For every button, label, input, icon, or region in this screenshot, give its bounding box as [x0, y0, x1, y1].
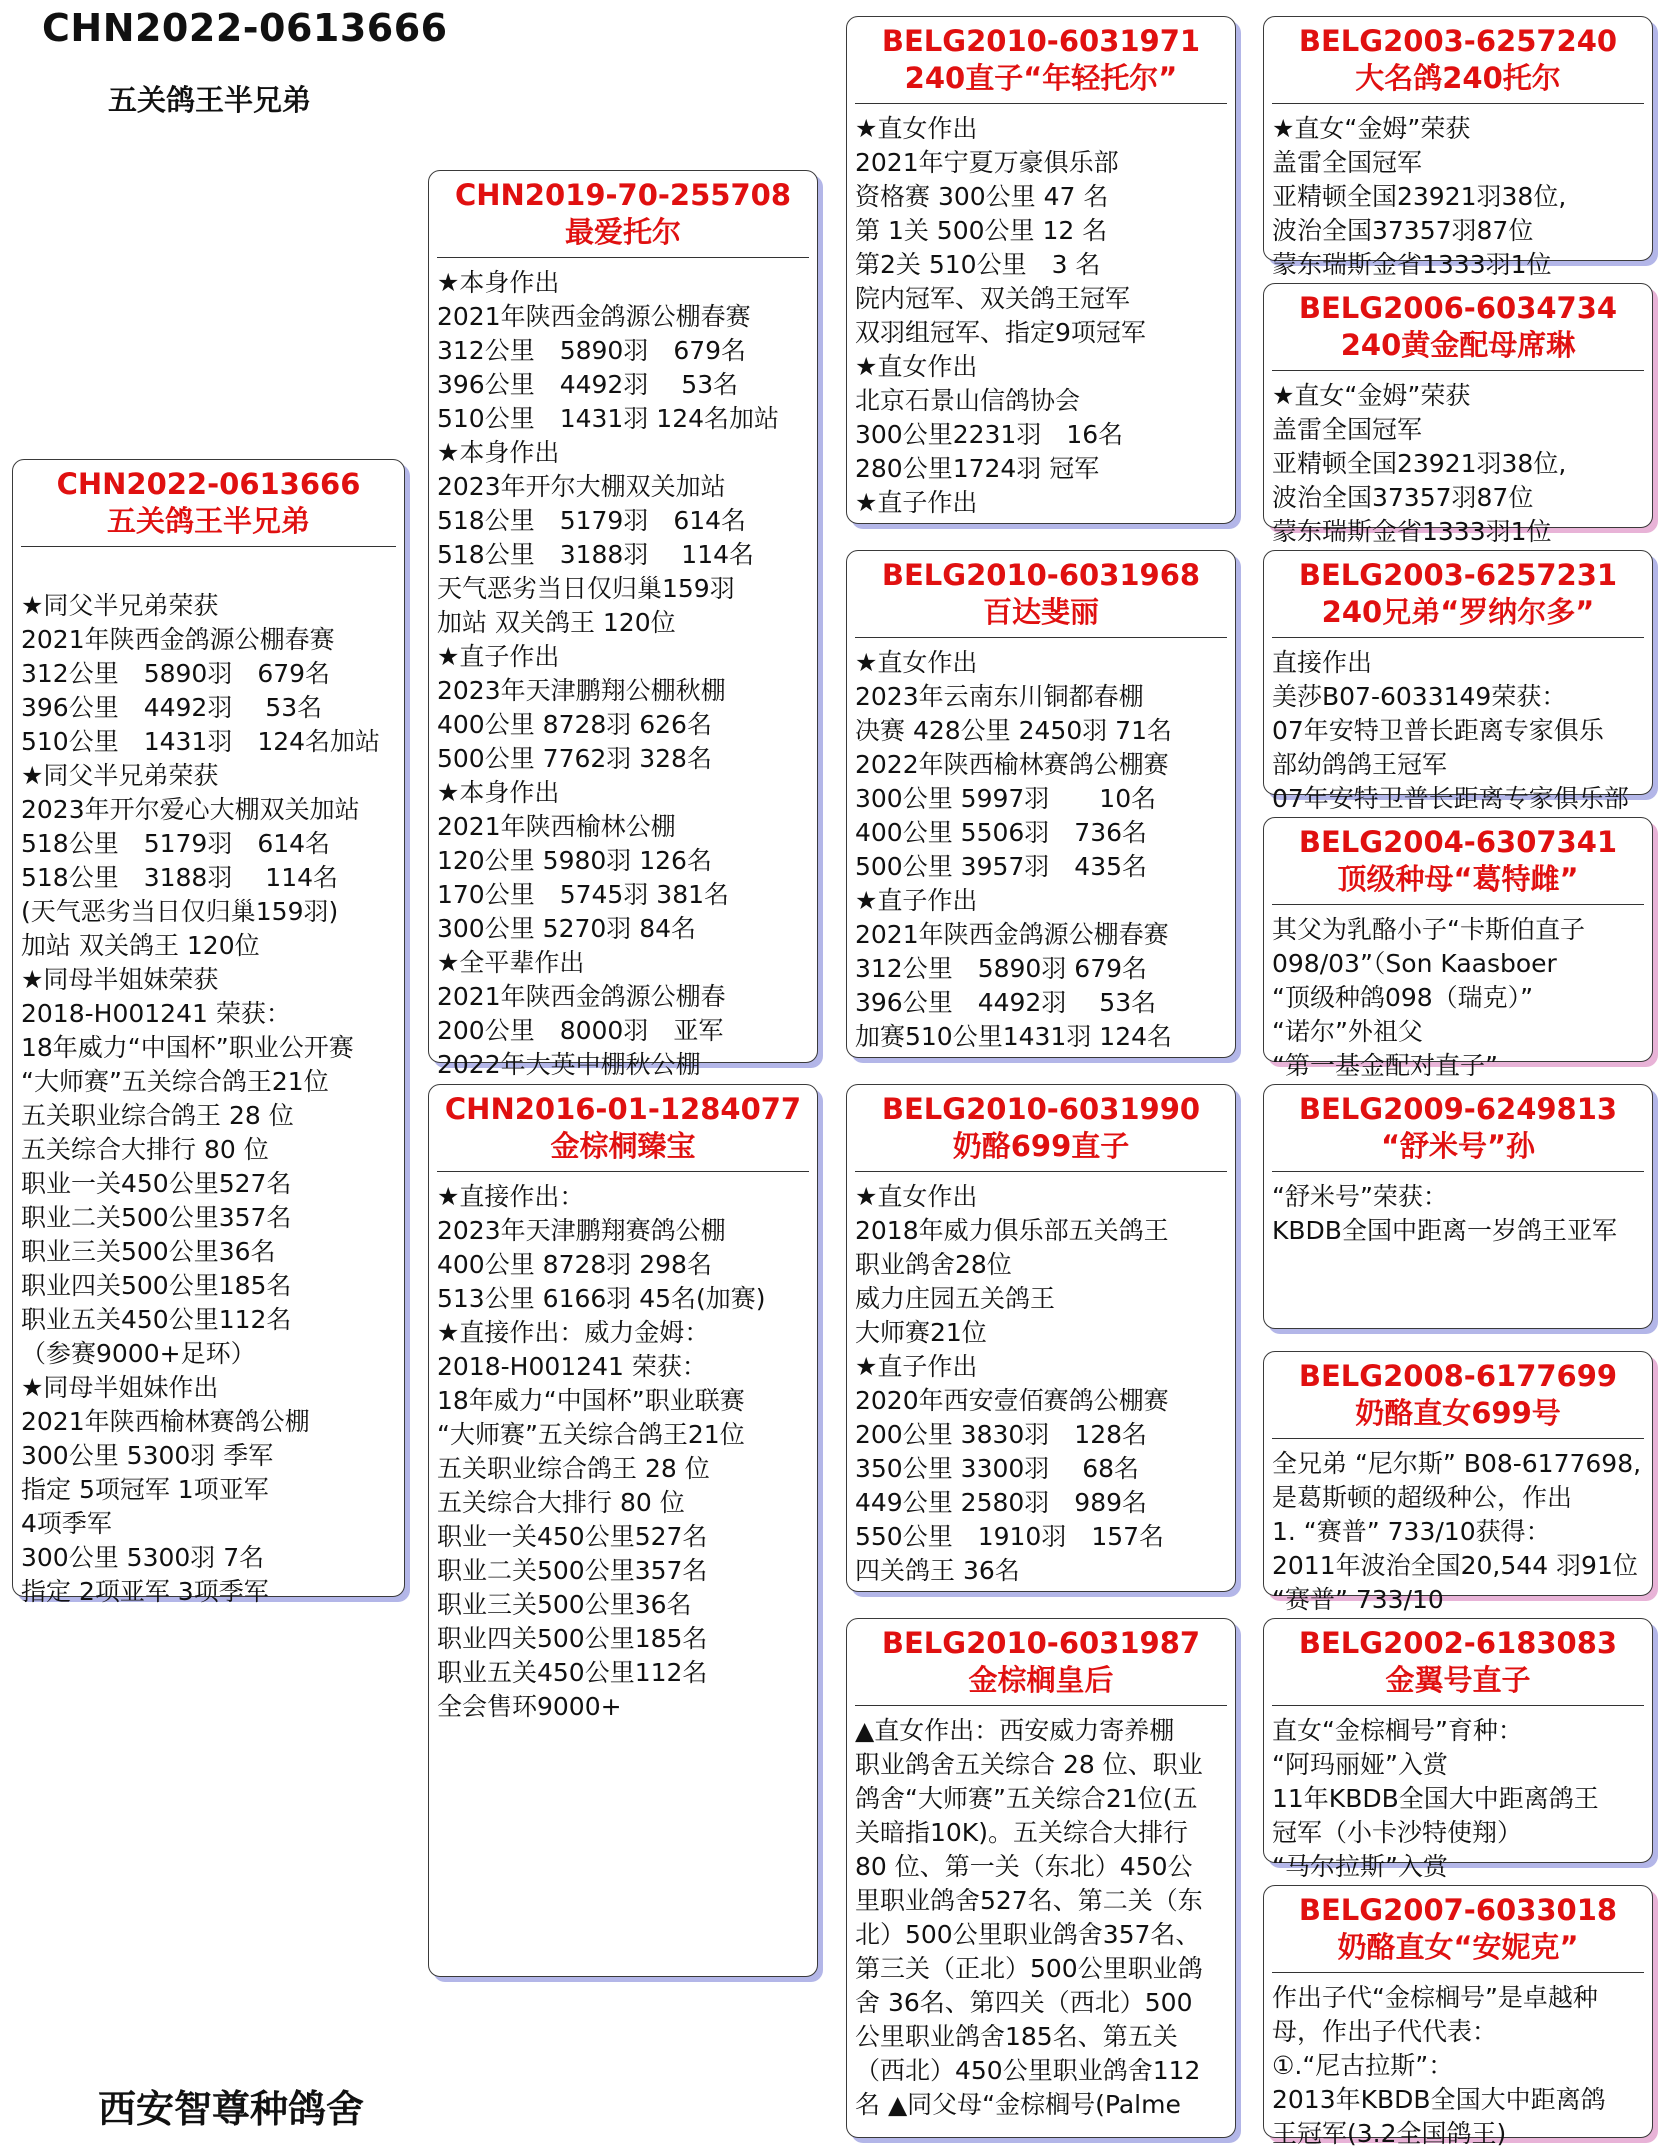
- achievement-line: 07年安特卫普长距离专家俱乐: [1272, 716, 1604, 745]
- ring-number: BELG2003-6257231: [1298, 558, 1618, 592]
- achievement-line: 518公里 3188羽 114名: [21, 863, 339, 892]
- achievement-line: ★直女“金姆”荣获: [1272, 381, 1471, 410]
- achievement-line: 312公里 5890羽 679名: [21, 659, 331, 688]
- pigeon-name: 240黄金配母席琳: [1340, 328, 1576, 362]
- pigeon-name: 百达斐丽: [982, 595, 1099, 629]
- card-header: [847, 17, 1235, 97]
- achievement-list: [1264, 1973, 1652, 2151]
- achievement-line: 盖雷全国冠军: [1272, 148, 1423, 177]
- achievement-line: ★直女作出: [855, 1182, 978, 1211]
- achievement-line: 五关综合大排行 80 位: [437, 1488, 685, 1517]
- card-header: [429, 171, 817, 251]
- achievement-line: 资格赛 300公里 47 名: [855, 182, 1109, 211]
- achievement-line: 职业四关500公里185名: [437, 1624, 708, 1653]
- achievement-line: 舍 36名、第四关（西北）500: [855, 1988, 1193, 2017]
- achievement-line: 2023年开尔大棚双关加站: [437, 472, 726, 501]
- achievement-line: 职业三关500公里36名: [437, 1590, 692, 1619]
- achievement-line: 2021年陕西金鸽源公棚春: [437, 982, 726, 1011]
- achievement-line: ★同父半兄弟荣获: [21, 591, 219, 620]
- ring-number: BELG2007-6033018: [1298, 1893, 1618, 1927]
- achievement-line: 里职业鸽舍527名、第二关（东: [855, 1886, 1203, 1915]
- achievement-line: 五关综合大排行 80 位: [21, 1135, 269, 1164]
- achievement-line: 312公里 5890羽 679名: [855, 954, 1148, 983]
- achievement-line: 513公里 6166羽 45名(加赛): [437, 1284, 766, 1313]
- achievement-line: 院内冠军、双关鸽王冠军: [855, 284, 1131, 313]
- card-header: [847, 551, 1235, 631]
- achievement-line: 亚精顿全国23921羽38位,: [1272, 182, 1567, 211]
- achievement-line: “阿玛丽娅”入赏: [1272, 1750, 1448, 1779]
- achievement-line: 18年威力“中国杯”职业联赛: [437, 1386, 745, 1415]
- achievement-line: 2018年威力俱乐部五关鸽王: [855, 1216, 1169, 1245]
- achievement-list: [1264, 638, 1652, 816]
- loft-name: 西安智尊种鸽舍: [98, 2087, 365, 2131]
- achievement-line: 蒙东瑞斯金省1333羽1位: [1272, 517, 1552, 546]
- achievement-list: [847, 1172, 1235, 1588]
- achievement-line: 2023年开尔爱心大棚双关加站: [21, 795, 360, 824]
- achievement-line: “赛普” 733/10: [1272, 1585, 1444, 1614]
- ring-number: BELG2010-6031971: [881, 24, 1201, 58]
- achievement-line: “大师赛”五关综合鸽王21位: [437, 1420, 745, 1449]
- card-ssd: [1263, 283, 1653, 546]
- card-dsd: [1263, 1351, 1653, 1614]
- achievement-line: 300公里 5300羽 7名: [21, 1543, 265, 1572]
- achievement-line: 职业鸽舍28位: [855, 1250, 1012, 1279]
- achievement-line: “马尔拉斯”入赏: [1272, 1852, 1448, 1881]
- pigeon-name: 奶酪直女699号: [1355, 1396, 1561, 1430]
- achievement-line: ★直子作出: [855, 886, 978, 915]
- pigeon-name: “舒米号”孙: [1380, 1129, 1536, 1163]
- ring-number: BELG2008-6177699: [1298, 1359, 1618, 1393]
- achievement-line: 职业一关450公里527名: [21, 1169, 292, 1198]
- achievement-line: 280公里1724羽 冠军: [855, 454, 1100, 483]
- achievement-list: [847, 104, 1235, 520]
- card-header: [1264, 1886, 1652, 1966]
- achievement-line: 449公里 2580羽 989名: [855, 1488, 1148, 1517]
- achievement-line: 指定 5项冠军 1项亚军: [21, 1475, 269, 1504]
- achievement-line: 518公里 3188羽 114名: [437, 540, 755, 569]
- card-header: [1264, 284, 1652, 364]
- achievement-line: 王冠军(3.2全国鸽王): [1272, 2119, 1507, 2148]
- pigeon-name: 240直子“年轻托尔”: [904, 61, 1178, 95]
- achievement-line: 天气恶劣当日仅归巢159羽: [437, 574, 735, 603]
- achievement-line: 全兄弟 “尼尔斯” B08-6177698,: [1272, 1449, 1642, 1478]
- achievement-line: 决赛 428公里 2450羽 71名: [855, 716, 1172, 745]
- achievement-line: 波治全国37357羽87位: [1272, 216, 1534, 245]
- achievement-line: “顶级种鸽098（瑞克）”: [1272, 983, 1534, 1012]
- card-subject: [12, 459, 405, 1606]
- achievement-line: 400公里 5506羽 736名: [855, 818, 1148, 847]
- achievement-list: [429, 1172, 817, 1724]
- achievement-line: 170公里 5745羽 381名: [437, 880, 730, 909]
- achievement-line: 2022年大英中棚秋公棚: [437, 1050, 701, 1079]
- achievement-line: ★同父半兄弟荣获: [21, 761, 219, 790]
- achievement-line: 职业五关450公里112名: [437, 1658, 708, 1687]
- ring-number: CHN2016-01-1284077: [444, 1092, 802, 1126]
- card-header: [1264, 818, 1652, 898]
- card-header: [13, 460, 404, 540]
- achievement-line: 11年KBDB全国大中距离鸽王: [1272, 1784, 1599, 1813]
- achievement-line: 350公里 3300羽 68名: [855, 1454, 1140, 1483]
- achievement-line: ▲直女作出：西安威力寄养棚: [855, 1716, 1175, 1745]
- achievement-line: 波治全国37357羽87位: [1272, 483, 1534, 512]
- achievement-line: 加赛510公里1431羽 124名: [855, 1022, 1173, 1051]
- achievement-line: ★同母半姐妹作出: [21, 1373, 219, 1402]
- achievement-line: 2021年宁夏万豪俱乐部: [855, 148, 1119, 177]
- achievement-line: 518公里 5179羽 614名: [437, 506, 747, 535]
- achievement-line: ★直子作出: [855, 488, 978, 517]
- achievement-line: 2021年陕西金鸽源公棚春赛: [21, 625, 335, 654]
- card-ddd: [1263, 1885, 1653, 2148]
- pigeon-name: 最爱托尔: [564, 215, 681, 249]
- achievement-line: 公里职业鸽舍185名、第五关: [855, 2022, 1178, 2051]
- achievement-line: “舒米号”荣获：: [1272, 1182, 1448, 1211]
- ring-number: CHN2019-70-255708: [454, 178, 792, 212]
- page-subtitle: 五关鸽王半兄弟: [108, 83, 312, 117]
- achievement-line: 300公里2231羽 16名: [855, 420, 1124, 449]
- achievement-line: 加站 双关鸽王 120位: [21, 931, 260, 960]
- achievement-line: 500公里 3957羽 435名: [855, 852, 1148, 881]
- achievement-line: 名 ▲同父母“金棕榈号(Palme: [855, 2090, 1181, 2119]
- pigeon-name: 大名鸽240托尔: [1355, 61, 1561, 95]
- pigeon-name: 五关鸽王半兄弟: [106, 504, 310, 538]
- achievement-line: 396公里 4492羽 53名: [855, 988, 1157, 1017]
- achievement-line: 是葛斯顿的超级种公，作出: [1272, 1483, 1573, 1512]
- achievement-line: 510公里 1431羽 124名加站: [437, 404, 780, 433]
- ring-number: BELG2010-6031990: [881, 1092, 1201, 1126]
- achievement-list: [13, 547, 404, 1609]
- achievement-line: ★直接作出：: [437, 1182, 585, 1211]
- achievement-line: 200公里 8000羽 亚军: [437, 1016, 724, 1045]
- page-title: CHN2022-0613666: [42, 6, 448, 50]
- ring-number: BELG2009-6249813: [1298, 1092, 1618, 1126]
- achievement-line: 510公里 1431羽 124名加站: [21, 727, 381, 756]
- card-dds: [1263, 1618, 1653, 1881]
- pigeon-name: 奶酪699直子: [952, 1129, 1130, 1163]
- achievement-line: 五关职业综合鸽王 28 位: [21, 1101, 294, 1130]
- achievement-line: “大师赛”五关综合鸽王21位: [21, 1067, 329, 1096]
- card-header: [1264, 1352, 1652, 1432]
- achievement-line: 2021年陕西金鸽源公棚春赛: [855, 920, 1169, 949]
- card-header: [1264, 1619, 1652, 1699]
- card-dam: [428, 1084, 818, 1977]
- achievement-line: ①.“尼古拉斯”：: [1272, 2051, 1454, 2080]
- achievement-line: 4项季军: [21, 1509, 112, 1538]
- achievement-line: 盖雷全国冠军: [1272, 415, 1423, 444]
- ring-number: BELG2002-6183083: [1298, 1626, 1618, 1660]
- pigeon-name: 240兄弟“罗纳尔多”: [1321, 595, 1595, 629]
- achievement-line: 职业二关500公里357名: [437, 1556, 708, 1585]
- achievement-line: “第一基金配对直子”: [1272, 1051, 1498, 1080]
- ring-number: BELG2006-6034734: [1298, 291, 1618, 325]
- achievement-line: 550公里 1910羽 157名: [855, 1522, 1165, 1551]
- achievement-line: 美莎B07-6033149荣获：: [1272, 682, 1567, 711]
- achievement-list: [429, 258, 817, 1082]
- achievement-list: [1264, 104, 1652, 282]
- card-header: [1264, 551, 1652, 631]
- achievement-line: 2022年陕西榆林赛鸽公棚赛: [855, 750, 1169, 779]
- achievement-line: 2018-H001241 荣获：: [21, 999, 291, 1028]
- achievement-line: 指定 2项亚军 3项季军: [21, 1577, 269, 1606]
- achievement-line: 07年安特卫普长距离专家俱乐部: [1272, 784, 1629, 813]
- ring-number: BELG2010-6031987: [881, 1626, 1201, 1660]
- achievement-line: 北京石景山信鸽协会: [855, 386, 1081, 415]
- achievement-line: 400公里 8728羽 626名: [437, 710, 712, 739]
- achievement-line: 部幼鸽鸽王冠军: [1272, 750, 1448, 779]
- achievement-line: 18年威力“中国杯”职业公开赛: [21, 1033, 354, 1062]
- achievement-line: 396公里 4492羽 53名: [21, 693, 323, 722]
- achievement-line: 其父为乳酪小子“卡斯伯直子: [1272, 915, 1585, 944]
- achievement-line: 396公里 4492羽 53名: [437, 370, 739, 399]
- achievement-line: 五关职业综合鸽王 28 位: [437, 1454, 710, 1483]
- achievement-line: KBDB全国中距离一岁鸽王亚军: [1272, 1216, 1617, 1245]
- achievement-line: 北）500公里职业鸽舍357名、: [855, 1920, 1201, 1949]
- achievement-line: 2013年KBDB全国大中距离鸽: [1272, 2085, 1606, 2114]
- achievement-line: ★直女作出: [855, 114, 978, 143]
- pigeon-name: 奶酪直女“安妮克”: [1337, 1930, 1579, 1964]
- achievement-line: ★直接作出：威力金姆：: [437, 1318, 710, 1347]
- achievement-line: 第2关 510公里 3 名: [855, 250, 1101, 279]
- card-sds: [1263, 550, 1653, 813]
- achievement-line: 120公里 5980羽 126名: [437, 846, 712, 875]
- card-header: [847, 1619, 1235, 1699]
- achievement-line: 200公里 3830羽 128名: [855, 1420, 1148, 1449]
- achievement-line: 关暗指10K)。五关综合大排行: [855, 1818, 1188, 1847]
- achievement-line: 亚精顿全国23921羽38位,: [1272, 449, 1567, 478]
- achievement-line: 双羽组冠军、指定9项冠军: [855, 318, 1146, 347]
- achievement-line: 2023年天津鹏翔赛鸽公棚: [437, 1216, 726, 1245]
- achievement-line: 职业二关500公里357名: [21, 1203, 292, 1232]
- achievement-line: 518公里 5179羽 614名: [21, 829, 331, 858]
- achievement-line: 第 1关 500公里 12 名: [855, 216, 1108, 245]
- card-dam-dam: [846, 1618, 1236, 2138]
- achievement-line: 全会售环9000+: [437, 1692, 622, 1721]
- pigeon-name: 金棕桐臻宝: [550, 1129, 696, 1163]
- card-header: [1264, 1085, 1652, 1165]
- achievement-line: ★全平辈作出: [437, 948, 585, 977]
- achievement-line: ★直女作出: [855, 352, 978, 381]
- achievement-line: 母，作出子代代表：: [1272, 2017, 1498, 2046]
- achievement-line: 300公里 5300羽 季军: [21, 1441, 274, 1470]
- achievement-line: 2021年陕西榆林公棚: [437, 812, 676, 841]
- achievement-line: 2023年云南东川铜都春棚: [855, 682, 1144, 711]
- achievement-line: 冠军（小卡沙特使翔）: [1272, 1818, 1523, 1847]
- achievement-line: 威力庄园五关鸽王: [855, 1284, 1056, 1313]
- ring-number: BELG2010-6031968: [881, 558, 1201, 592]
- achievement-line: 第三关（正北）500公里职业鸽: [855, 1954, 1203, 1983]
- achievement-list: [1264, 1439, 1652, 1617]
- achievement-line: ★直子作出: [437, 642, 560, 671]
- achievement-line: ★本身作出: [437, 778, 560, 807]
- achievement-list: [1264, 371, 1652, 549]
- achievement-line: 300公里 5997羽 10名: [855, 784, 1157, 813]
- achievement-list: [847, 1706, 1235, 2122]
- achievement-line: “诺尔”外祖父: [1272, 1017, 1423, 1046]
- achievement-line: 职业四关500公里185名: [21, 1271, 292, 1300]
- card-sss: [1263, 16, 1653, 279]
- achievement-line: 2020年西安壹佰赛鸽公棚赛: [855, 1386, 1169, 1415]
- card-sire: [428, 170, 818, 1079]
- achievement-line: 职业一关450公里527名: [437, 1522, 708, 1551]
- card-sdd: [1263, 817, 1653, 1080]
- achievement-line: 312公里 5890羽 679名: [437, 336, 747, 365]
- achievement-line: 大师赛21位: [855, 1318, 987, 1347]
- ring-number: BELG2004-6307341: [1298, 825, 1618, 859]
- achievement-line: ★直女作出: [855, 648, 978, 677]
- achievement-line: ★本身作出: [437, 438, 560, 467]
- achievement-line: 加站 双关鸽王 120位: [437, 608, 676, 637]
- achievement-line: 400公里 8728羽 298名: [437, 1250, 712, 1279]
- achievement-line: 2023年天津鹏翔公棚秋棚: [437, 676, 726, 705]
- achievement-line: ★本身作出: [437, 268, 560, 297]
- achievement-list: [1264, 1706, 1652, 1884]
- achievement-line: 蒙东瑞斯金省1333羽1位: [1272, 250, 1552, 279]
- achievement-line: 职业鸽舍五关综合 28 位、职业: [855, 1750, 1203, 1779]
- achievement-line: 2011年波治全国20,544 羽91位: [1272, 1551, 1638, 1580]
- achievement-line: 职业五关450公里112名: [21, 1305, 292, 1334]
- achievement-line: 职业三关500公里36名: [21, 1237, 276, 1266]
- card-header: [847, 1085, 1235, 1165]
- achievement-line: 直女“金棕榈号”育种：: [1272, 1716, 1523, 1745]
- ring-number: BELG2003-6257240: [1298, 24, 1618, 58]
- achievement-line: ★直女“金姆”荣获: [1272, 114, 1471, 143]
- achievement-line: 2021年陕西金鸽源公棚春赛: [437, 302, 751, 331]
- achievement-line: 鸽舍“大师赛”五关综合21位(五: [855, 1784, 1198, 1813]
- achievement-line: 2021年陕西榆林赛鸽公棚: [21, 1407, 310, 1436]
- achievement-line: 500公里 7762羽 328名: [437, 744, 712, 773]
- achievement-line: 直接作出: [1272, 648, 1373, 677]
- card-header: [1264, 17, 1652, 97]
- card-dam-sire: [846, 1084, 1236, 1592]
- pigeon-name: 金棕榈皇后: [968, 1663, 1114, 1697]
- achievement-line: 80 位、第一关（东北）450公: [855, 1852, 1193, 1881]
- card-dss: [1263, 1084, 1653, 1329]
- card-sire-sire: [846, 16, 1236, 524]
- ring-number: CHN2022-0613666: [56, 467, 361, 501]
- achievement-line: (天气恶劣当日仅归巢159羽): [21, 897, 339, 926]
- achievement-line: 作出子代“金棕榈号”是卓越种: [1272, 1983, 1598, 2012]
- achievement-line: 098/03”（Son Kaasboer: [1272, 949, 1557, 978]
- achievement-list: [1264, 1172, 1652, 1248]
- card-header: [429, 1085, 817, 1165]
- achievement-line: （参赛9000+足环）: [21, 1339, 256, 1368]
- pigeon-name: 金翼号直子: [1385, 1663, 1531, 1697]
- achievement-line: ★同母半姐妹荣获: [21, 965, 219, 994]
- achievement-list: [847, 638, 1235, 1054]
- achievement-line: [21, 555, 396, 589]
- achievement-line: 2018-H001241 荣获：: [437, 1352, 707, 1381]
- achievement-line: 300公里 5270羽 84名: [437, 914, 697, 943]
- achievement-line: 1. “赛普” 733/10获得：: [1272, 1517, 1551, 1546]
- achievement-line: 四关鸽王 36名: [855, 1556, 1020, 1585]
- achievement-list: [1264, 905, 1652, 1083]
- card-sire-dam: [846, 550, 1236, 1058]
- pigeon-name: 顶级种母“葛特雌”: [1337, 862, 1579, 896]
- achievement-line: ★直子作出: [855, 1352, 978, 1381]
- achievement-line: （西北）450公里职业鸽舍112: [855, 2056, 1201, 2085]
